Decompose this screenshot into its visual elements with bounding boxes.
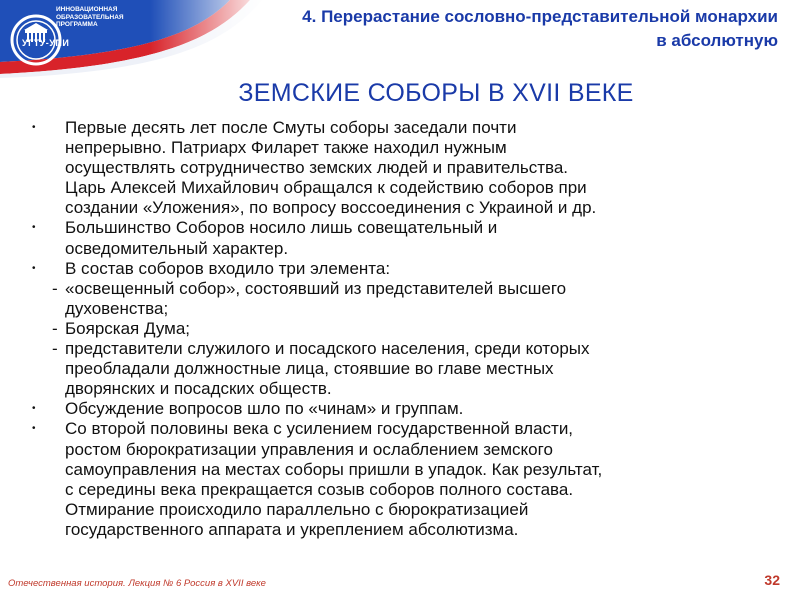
- body-text-line: государственного аппарата и укреплением абсолютизма.: [65, 519, 519, 539]
- bullet-marker: •: [32, 222, 36, 234]
- body-text-line: создании «Уложения», по вопросу воссоединения с Украиной и др.: [65, 198, 597, 218]
- body-text-line: непрерывно. Патриарх Филарет также находил нужным: [65, 138, 507, 158]
- section-heading: [218, 5, 778, 53]
- body-text-line: Большинство Соборов носило лишь совещательный и: [65, 218, 498, 238]
- body-text-line: преобладали должностные лица, стоявшие во главе местных: [65, 359, 554, 379]
- footer-course-label: Отечественная история. Лекция № 6 Россия в XVII веке: [8, 578, 266, 589]
- dash-marker: -: [52, 318, 58, 338]
- bullet-marker: •: [32, 403, 36, 415]
- body-text-line: ростом бюрократизации управления и ослаблением земского: [65, 439, 553, 459]
- body-text-line: духовенства;: [65, 298, 169, 318]
- bullet-item: [32, 218, 784, 258]
- bullet-item: [32, 399, 784, 419]
- bullet-item: [32, 419, 784, 540]
- body-text-line: дворянских и посадских обществ.: [65, 379, 332, 399]
- sub-item: [32, 319, 784, 339]
- bullet-marker: •: [32, 423, 36, 435]
- body-text-line: осуществлять сотрудничество земских людей и правительства.: [65, 158, 569, 178]
- body-text-line: В состав соборов входило три элемента:: [65, 258, 391, 278]
- body-text-line: самоуправления на местах соборы пришли в упадок. Как результат,: [65, 459, 603, 479]
- bullet-item: [32, 118, 784, 218]
- org-line: ПРОГРАММА: [56, 21, 98, 28]
- dash-marker: -: [52, 278, 58, 298]
- bullet-marker: •: [32, 262, 36, 274]
- dash-marker: -: [52, 339, 58, 359]
- bullet-item: [32, 259, 784, 279]
- page-number: 32: [764, 572, 780, 588]
- section-heading-line1: 4. Перерастание сословно-представительной монархии: [302, 7, 778, 26]
- body-text-line: Отмирание происходило параллельно с бюрократизацией: [65, 499, 529, 519]
- org-line: ОБРАЗОВАТЕЛЬНАЯ: [56, 13, 124, 21]
- slide-body: [32, 118, 784, 540]
- university-abbr: УГТУ-УПИ: [22, 38, 70, 48]
- body-text-line: Со второй половины века с усилением государственной власти,: [65, 419, 574, 439]
- body-text-line: Боярская Дума;: [65, 318, 191, 338]
- org-line: ИННОВАЦИОННАЯ: [56, 6, 118, 13]
- body-text-line: представители служилого и посадского населения, среди которых: [65, 339, 590, 359]
- section-heading-line2: в абсолютную: [656, 31, 778, 50]
- body-text-line: Обсуждение вопросов шло по «чинам» и группам.: [65, 399, 464, 419]
- body-text-line: Царь Алексей Михайлович обращался к содействию соборов при: [65, 178, 587, 198]
- slide-title: ЗЕМСКИЕ СОБОРЫ В XVII ВЕКЕ: [238, 79, 634, 107]
- sub-item: [32, 279, 784, 319]
- sub-item: [32, 339, 784, 399]
- body-text-line: Первые десять лет после Смуты соборы заседали почти: [65, 118, 517, 137]
- body-text-line: осведомительный характер.: [65, 238, 289, 258]
- body-text-line: «освещенный собор», состоявший из представителей высшего: [65, 278, 567, 298]
- org-program-label: [56, 6, 126, 29]
- bullet-marker: •: [32, 122, 36, 133]
- body-text-line: с середины века прекращается созыв соборов полного состава.: [65, 479, 574, 499]
